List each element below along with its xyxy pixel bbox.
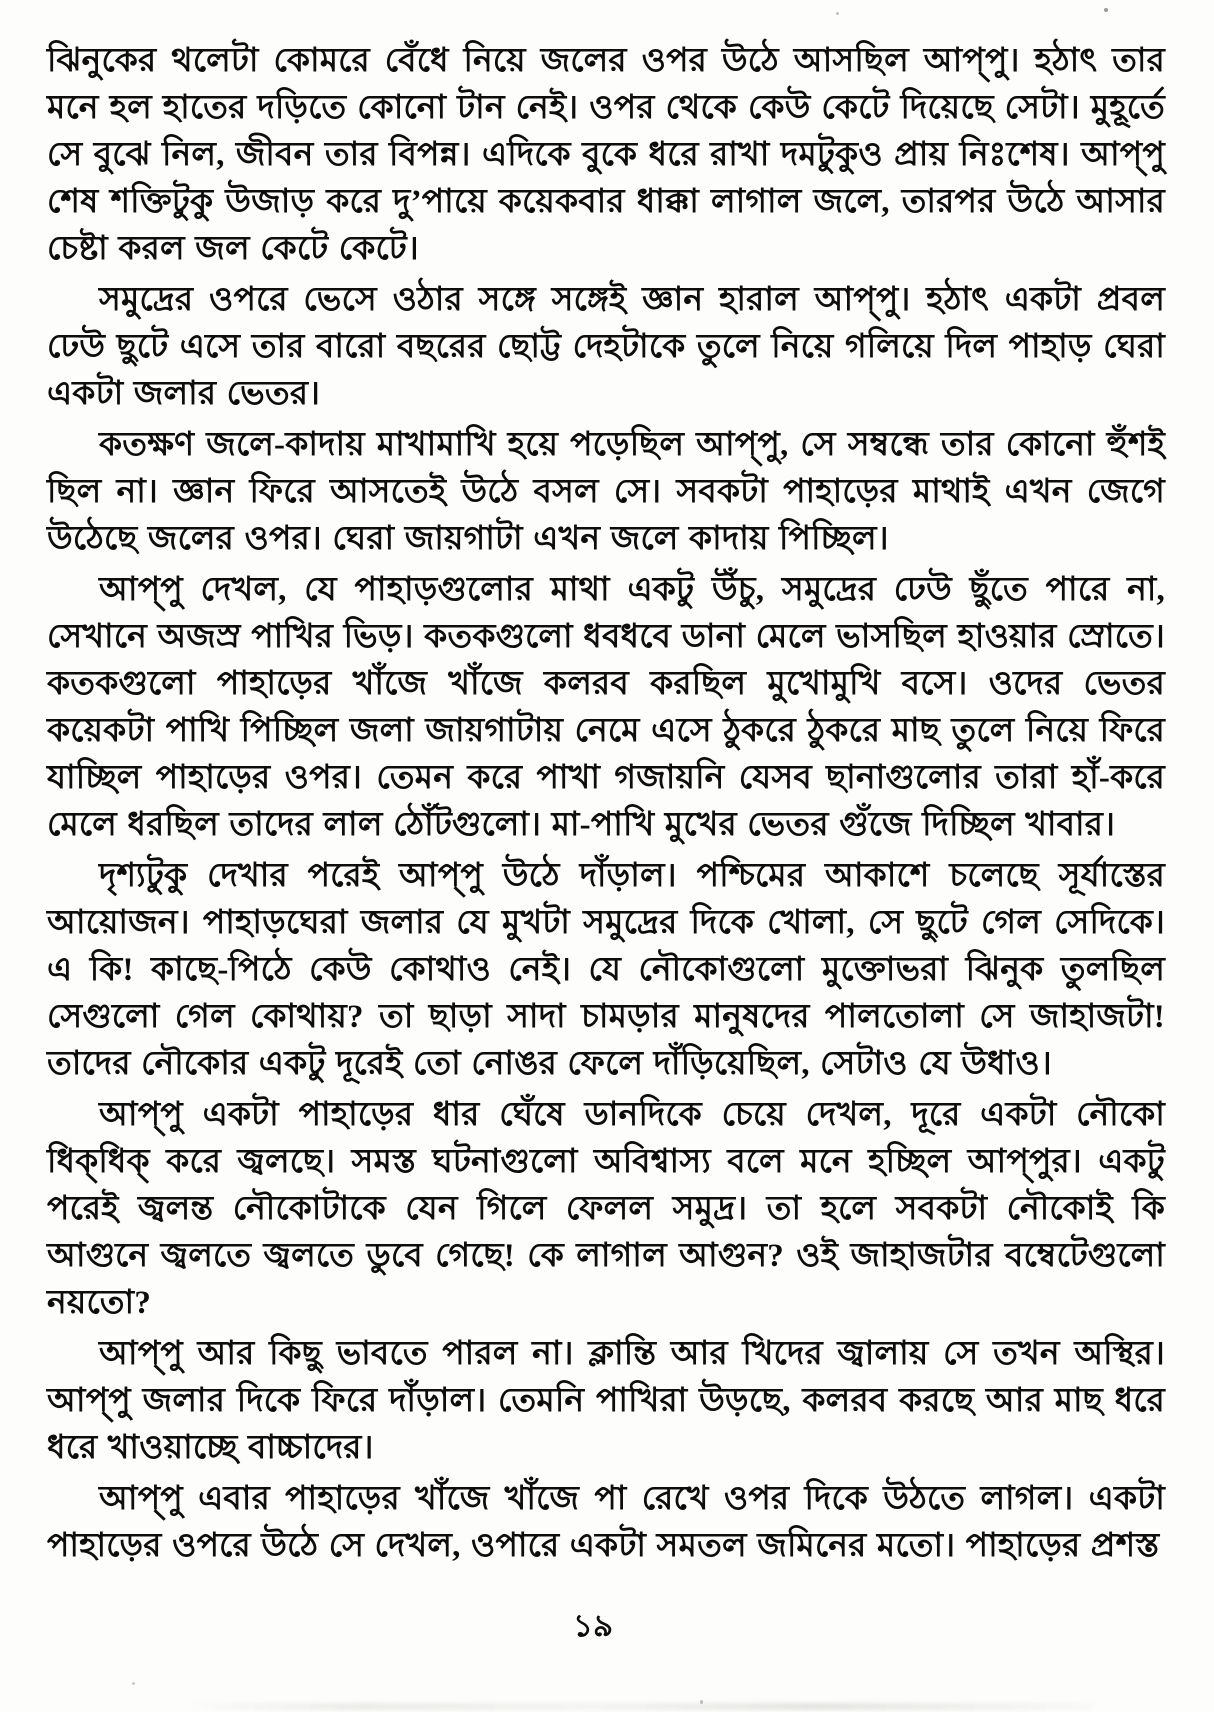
scan-speck	[132, 1682, 135, 1685]
paragraph: আপ্‌পু এবার পাহাড়ের খাঁজে খাঁজে পা রেখে ওপর দিকে উঠতে লাগল। একটা পাহাড়ের ওপরে উঠে সে দেখল, ওপারে একটা সমতল জমিনের মতো। পাহাড়ের প্রশস্ত	[47, 1481, 1165, 1564]
body-text-block	[47, 38, 1165, 1570]
paragraph: আপ্‌পু একটা পাহাড়ের ধার ঘেঁষে ডানদিকে চেয়ে দেখল, দূরে একটা নৌকো ধিক্‌ধিক্ করে জ্বলছে। সমস্ত ঘটনাগুলো অবিশ্বাস্য বলে মনে হচ্ছিল আপ্‌পুর। একটু পরেই জ্বলন্ত নৌকোটাকে যেন গিলে ফেলল সমুদ্র। তা হলে সবকটা নৌকোই কি আগুনে জ্বলতে জ্বলতে ডুবে গেছে! কে লাগাল আগুন? ওই জাহাজটার বম্বেটেগুলো নয়তো?	[47, 1097, 1165, 1321]
page-number: ১৯	[572, 1608, 614, 1643]
paragraph: সমুদ্রের ওপরে ভেসে ওঠার সঙ্গে সঙ্গেই জ্ঞান হারাল আপ্‌পু। হঠাৎ একটা প্রবল ঢেউ ছুটে এসে তার বারো বছরের ছোট্ট দেহটাকে তুলে নিয়ে গলিয়ে দিল পাহাড় ঘেরা একটা জলার ভেতর।	[47, 282, 1165, 412]
scan-speck	[836, 12, 839, 15]
scan-speck	[1104, 8, 1108, 12]
paragraph: আপ্‌পু দেখল, যে পাহাড়গুলোর মাথা একটু উঁচু, সমুদ্রের ঢেউ ছুঁতে পারে না, সেখানে অজস্র পাখির ভিড়। কতকগুলো ধবধবে ডানা মেলে ভাসছিল হাওয়ার স্রোতে। কতকগুলো পাহাড়ের খাঁজে খাঁজে কলরব করছিল মুখোমুখি বসে। ওদের ভেতর কয়েকটা পাখি পিচ্ছিল জলা জায়গাটায় নেমে এসে ঠুকরে ঠুকরে মাছ তুলে নিয়ে ফিরে যাচ্ছিল পাহাড়ের ওপর। তেমন করে পাখা গজায়নি যেসব ছানাগুলোর তারা হাঁ-করে মেলে ধরছিল তাদের লাল ঠোঁটগুলো। মা-পাখি মুখের ভেতর গুঁজে দিচ্ছিল খাবার।	[47, 572, 1165, 843]
scan-artifact-bottom-edge	[180, 1703, 1094, 1710]
paragraph: আপ্‌পু আর কিছু ভাবতে পারল না। ক্লান্তি আর খিদের জ্বালায় সে তখন অস্থির। আপ্‌পু জলার দিকে ফিরে দাঁড়াল। তেমনি পাখিরা উড়ছে, কলরব করছে আর মাছ ধরে ধরে খাওয়াচ্ছে বাচ্চাদের।	[47, 1336, 1165, 1466]
paragraph: কতক্ষণ জলে-কাদায় মাখামাখি হয়ে পড়েছিল আপ্‌পু, সে সম্বন্ধে তার কোনো হুঁশই ছিল না। জ্ঞান ফিরে আসতেই উঠে বসল সে। সবকটা পাহাড়ের মাথাই এখন জেগে উঠেছে জলের ওপর। ঘেরা জায়গাটা এখন জলে কাদায় পিচ্ছিল।	[47, 427, 1165, 557]
paragraph: দৃশ্যটুকু দেখার পরেই আপ্‌পু উঠে দাঁড়াল। পশ্চিমের আকাশে চলেছে সূর্যাস্তের আয়োজন। পাহাড়ঘেরা জলার যে মুখটা সমুদ্রের দিকে খোলা, সে ছুটে গেল সেদিকে। এ কি! কাছে-পিঠে কেউ কোথাও নেই। যে নৌকোগুলো মুক্তোভরা ঝিনুক তুলছিল সেগুলো গেল কোথায়? তা ছাড়া সাদা চামড়ার মানুষদের পালতোলা সে জাহাজটা! তাদের নৌকোর একটু দূরেই তো নোঙর ফেলে দাঁড়িয়েছিল, সেটাও যে উধাও।	[47, 858, 1165, 1082]
paragraph: ঝিনুকের থলেটা কোমরে বেঁধে নিয়ে জলের ওপর উঠে আসছিল আপ্‌পু। হঠাৎ তার মনে হল হাতের দড়িতে কোনো টান নেই। ওপর থেকে কেউ কেটে দিয়েছে সেটা। মুহূর্তে সে বুঝে নিল, জীবন তার বিপন্ন। এদিকে বুকে ধরে রাখা দমটুকুও প্রায় নিঃশেষ। আপ্‌পু শেষ শক্তিটুকু উজাড় করে দু’পায়ে কয়েকবার ধাক্কা লাগাল জলে, তারপর উঠে আসার চেষ্টা করল জল কেটে কেটে।	[47, 43, 1165, 267]
